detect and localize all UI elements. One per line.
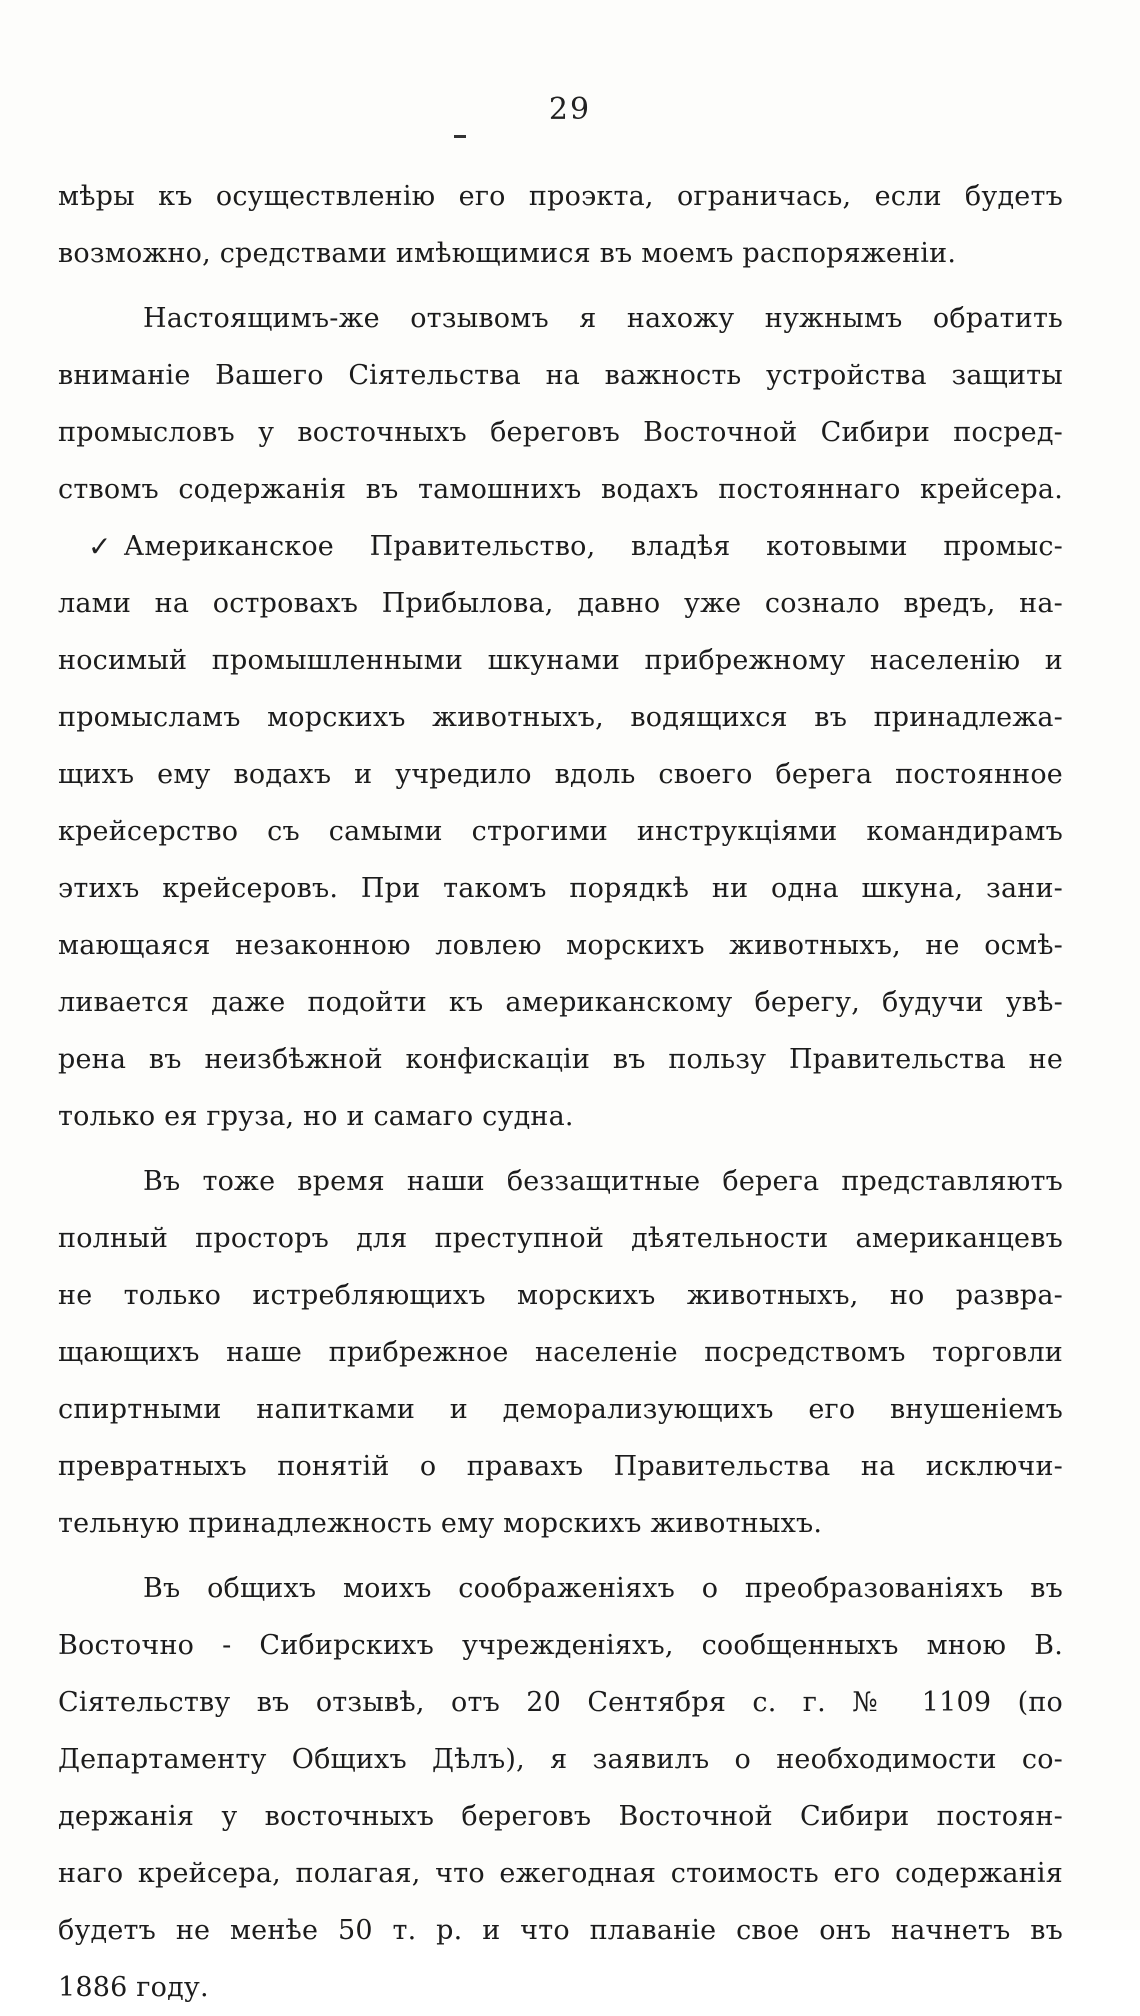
text-line: Сіятельству въ отзывѣ, отъ 20 Сентября с. г. № 1109 (по: [58, 1687, 1063, 1718]
text-line: щающихъ наше прибрежное населеніе посредствомъ торговли: [58, 1337, 1063, 1368]
text-line: Американское Правительство, владѣя котовыми промыс-: [123, 531, 1063, 562]
text-line: Въ тоже время наши беззащитные берега представляютъ: [143, 1166, 1063, 1197]
text-line: полный просторъ для преступной дѣятельности американцевъ: [58, 1223, 1063, 1254]
text-line: будетъ не менѣе 50 т. р. и что плаваніе свое онъ начнетъ въ: [58, 1915, 1063, 1946]
text-line: ствомъ содержанія въ тамошнихъ водахъ постояннаго крейсера.: [58, 474, 1063, 505]
paragraph: [58, 1153, 1063, 1552]
check-mark-icon: ✓: [88, 530, 112, 563]
paragraph: [58, 1560, 1063, 2016]
text-line: рена въ неизбѣжной конфискаціи въ пользу Правительства не: [58, 1044, 1063, 1075]
text-line: мѣры къ осуществленію его проэкта, ограничась, если будетъ: [58, 181, 1063, 212]
text-line: тельную принадлежность ему морскихъ животныхъ.: [58, 1508, 823, 1539]
page-number-dash: [454, 135, 466, 138]
text-line: наго крейсера, полагая, что ежегодная стоимость его содержанія: [58, 1858, 1063, 1889]
page-number: 29: [548, 92, 592, 127]
text-line: спиртными напитками и деморализующихъ его внушеніемъ: [58, 1394, 1063, 1425]
text-line: держанія у восточныхъ береговъ Восточной Сибири постоян-: [58, 1801, 1063, 1832]
text-line: промысламъ морскихъ животныхъ, водящихся въ принадлежа-: [58, 702, 1063, 733]
paragraph: [58, 290, 1063, 518]
text-line: вниманіе Вашего Сіятельства на важность устройства защиты: [58, 360, 1063, 391]
body-text: [58, 168, 1063, 2016]
paragraph: [58, 168, 1063, 282]
text-line: носимый промышленными шкунами прибрежному населенію и: [58, 645, 1063, 676]
text-line: мающаяся незаконною ловлею морскихъ животныхъ, не осмѣ-: [58, 930, 1063, 961]
text-line: 1886 году.: [58, 1972, 209, 2003]
paragraph: [58, 518, 1063, 1145]
text-line: крейсерство съ самыми строгими инструкціями командирамъ: [58, 816, 1063, 847]
text-line: этихъ крейсеровъ. При такомъ порядкѣ ни одна шкуна, зани-: [58, 873, 1063, 904]
text-line: Департаменту Общихъ Дѣлъ), я заявилъ о необходимости со-: [58, 1744, 1063, 1775]
text-line: только ея груза, но и самаго судна.: [58, 1101, 574, 1132]
text-line: возможно, средствами имѣющимися въ моемъ распоряженіи.: [58, 238, 957, 269]
text-line: ливается даже подойти къ американскому берегу, будучи увѣ-: [58, 987, 1063, 1018]
text-line: лами на островахъ Прибылова, давно уже сознало вредъ, на-: [58, 588, 1063, 619]
text-line: Въ общихъ моихъ соображеніяхъ о преобразованіяхъ въ: [143, 1573, 1063, 1604]
text-line: промысловъ у восточныхъ береговъ Восточной Сибири посред-: [58, 417, 1063, 448]
text-line: превратныхъ понятій о правахъ Правительства на исключи-: [58, 1451, 1063, 1482]
text-line-with-check: [58, 518, 1063, 575]
text-line: Восточно - Сибирскихъ учрежденіяхъ, сообщенныхъ мною В.: [58, 1630, 1063, 1661]
text-line: щихъ ему водахъ и учредило вдоль своего берега постоянное: [58, 759, 1063, 790]
text-line: Настоящимъ-же отзывомъ я нахожу нужнымъ обратить: [143, 303, 1063, 334]
text-line: не только истребляющихъ морскихъ животныхъ, но развра-: [58, 1280, 1063, 1311]
